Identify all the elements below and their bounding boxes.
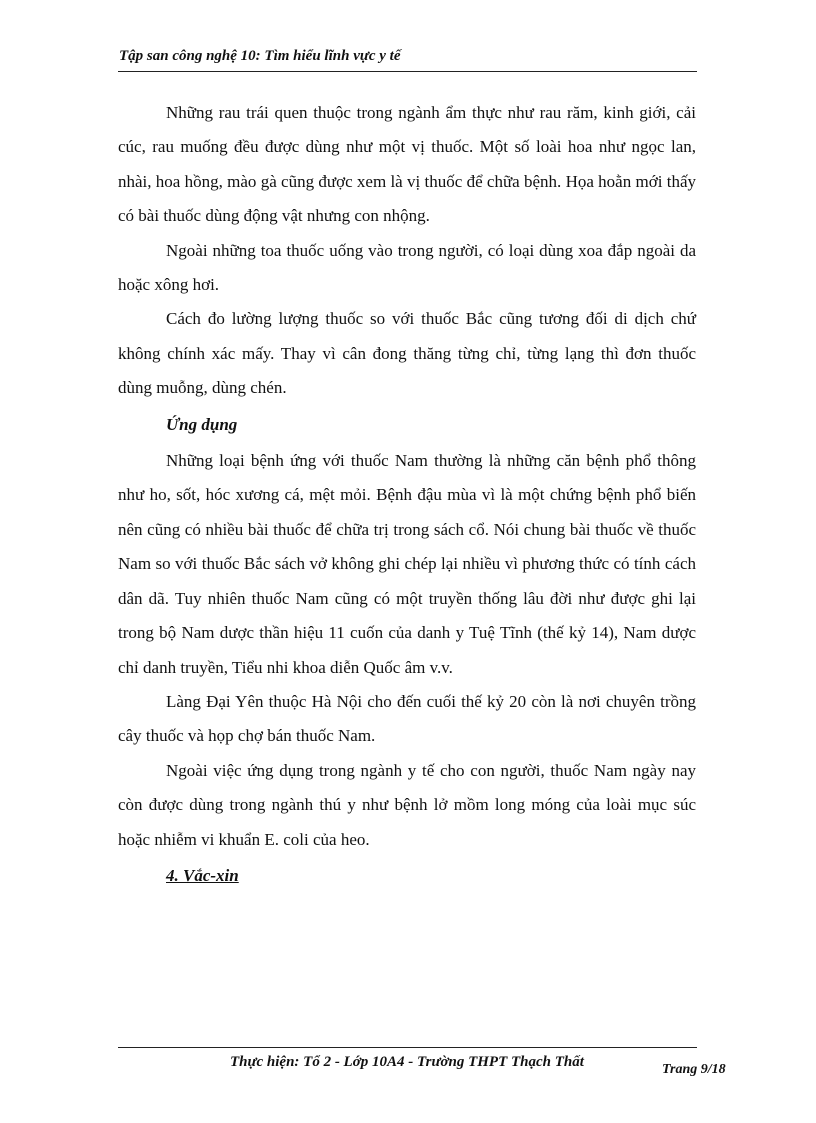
paragraph-common-diseases: Những loại bệnh ứng với thuốc Nam thường là những căn bệnh phổ thông như ho, sốt, hóc xương cá, mệt mỏi. Bệnh đậu mùa vì là một chứng bệnh phổ biến nên cũng có nhiều bài thuốc để chữa trị trong sách cổ. Nói chung bài thuốc về thuốc Nam so với thuốc Bắc sách vở không ghi chép lại nhiều vì phương thức có tính cách dân dã. Tuy nhiên thuốc Nam cũng có một truyền thống lâu đời như được ghi lại trong bộ Nam dược thần hiệu 11 cuốn của danh y Tuệ Tĩnh (thế kỷ 14), Nam dược chỉ danh truyền, Tiểu nhi khoa diễn Quốc âm v.v. (118, 451, 696, 677)
paragraph-external-use: Ngoài những toa thuốc uống vào trong người, có loại dùng xoa đắp ngoài da hoặc xông hơi. (118, 240, 696, 295)
paragraph-dai-yen-village: Làng Đại Yên thuộc Hà Nội cho đến cuối thế kỷ 20 còn là nơi chuyên trồng cây thuốc và họp chợ bán thuốc Nam. (118, 691, 696, 746)
header-title: Tập san công nghệ 10: Tìm hiểu lĩnh vực y tế (119, 48, 401, 64)
paragraph-medicinal-plants: Những rau trái quen thuộc trong ngành ẩm thực như rau răm, kinh giới, cải cúc, rau muống đều được dùng như một vị thuốc. Một số loài hoa như ngọc lan, nhài, hoa hồng, mào gà cũng được xem là vị thuốc để chữa bệnh. Họa hoằn mới thấy có bài thuốc dùng động vật nhưng con nhộng. (118, 103, 696, 226)
page-number: Trang 9/18 (662, 1062, 726, 1077)
footer-credit: Thực hiện: Tổ 2 - Lớp 10A4 - Trường THPT Thạch Thất (230, 1054, 584, 1070)
paragraph-veterinary-use: Ngoài việc ứng dụng trong ngành y tế cho con người, thuốc Nam ngày nay còn được dùng trong ngành thú y như bệnh lở mồm long móng của loài mục súc hoặc nhiễm vi khuẩn E. coli của heo. (118, 760, 696, 849)
header-divider (118, 71, 697, 72)
footer-divider (118, 1047, 697, 1048)
section-heading-vaccine (118, 859, 696, 893)
document-body (118, 96, 696, 893)
section-heading-application: Ứng dụng (166, 414, 238, 434)
section-heading-vaccine-text: 4. Vắc-xin (166, 865, 239, 885)
paragraph-dosage: Cách đo lường lượng thuốc so với thuốc Bắc cũng tương đối di dịch chứ không chính xác mấy. Thay vì cân đong thăng từng chỉ, từng lạng thì đơn thuốc dùng muỗng, dùng chén. (118, 309, 696, 398)
